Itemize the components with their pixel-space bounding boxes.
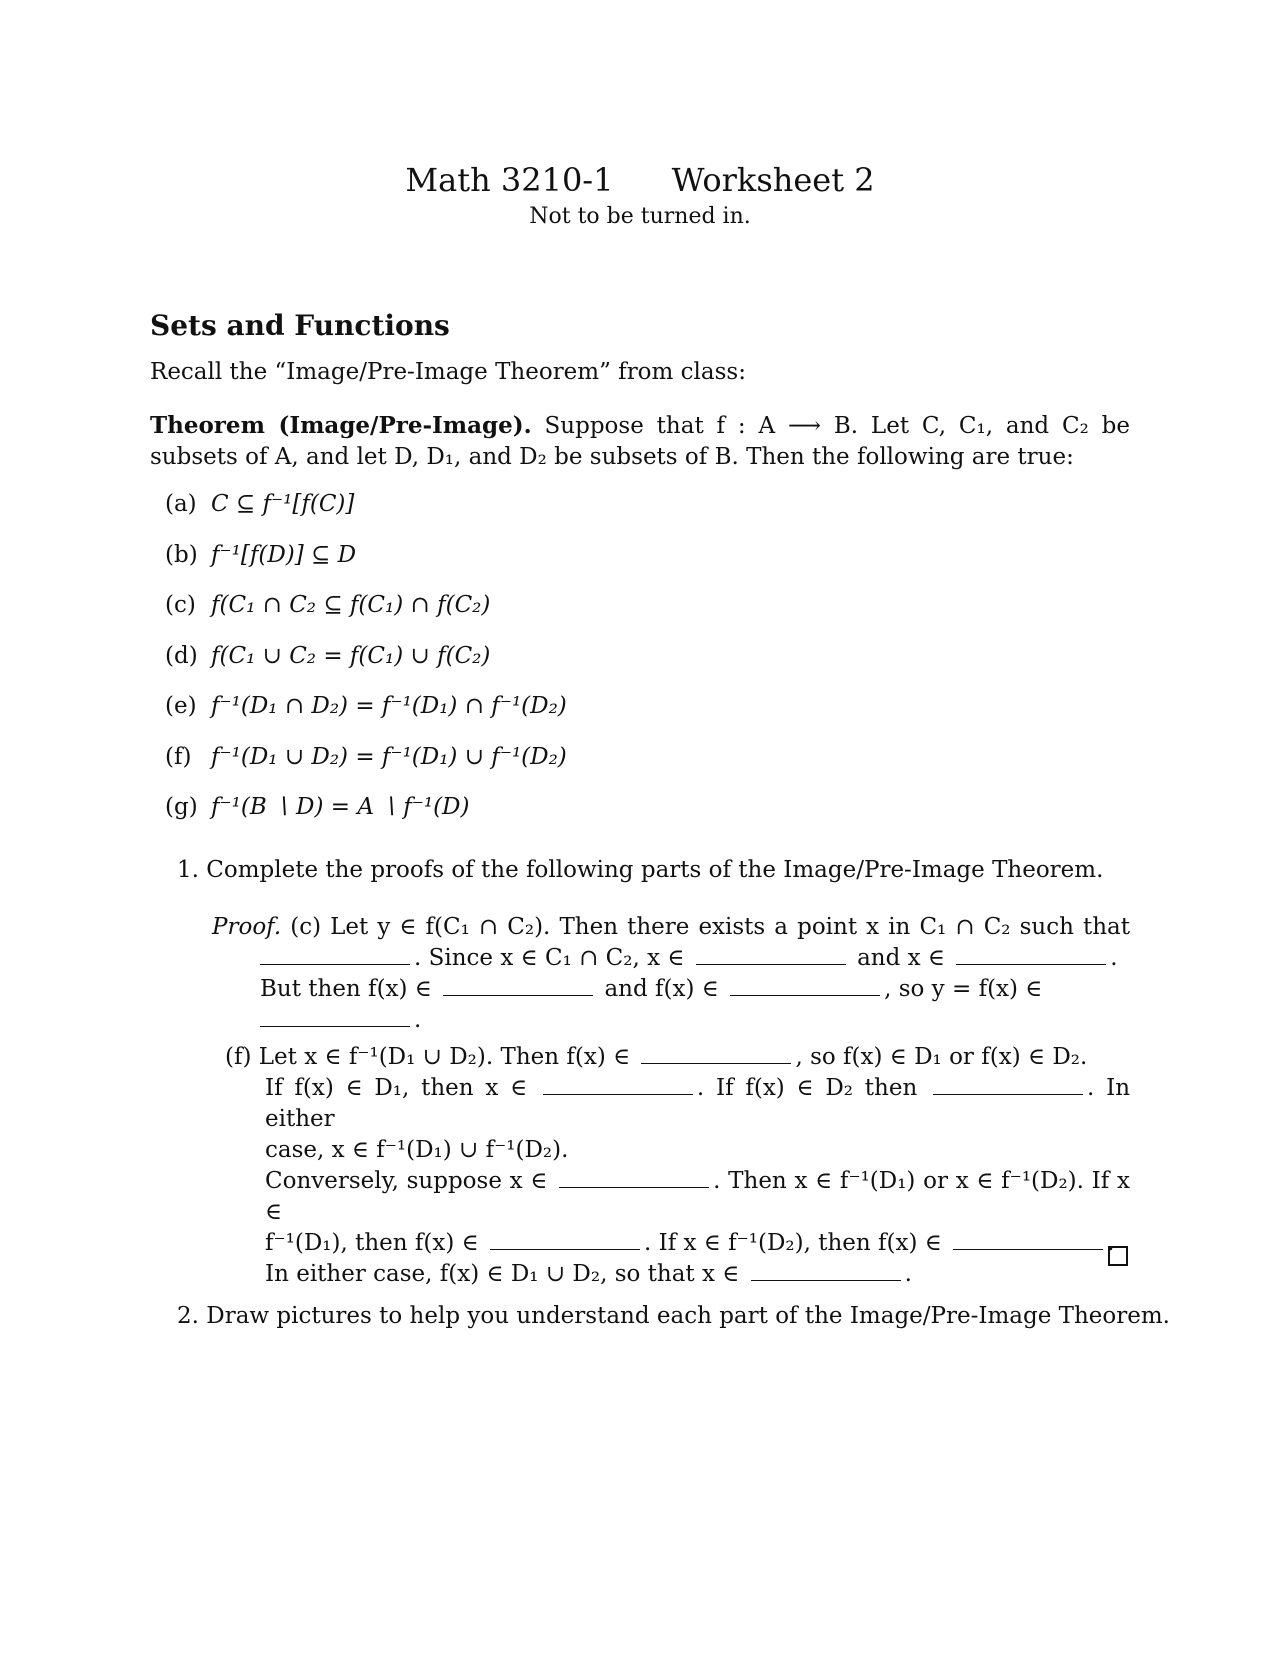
blank-c1[interactable] xyxy=(260,963,410,965)
subtitle: Not to be turned in. xyxy=(529,204,751,229)
theorem-item-b: (b) f⁻¹[f(D)] ⊆ D xyxy=(165,542,357,568)
question-2: 2. Draw pictures to help you understand each part of the Image/Pre-Image Theorem. xyxy=(177,1303,1170,1329)
blank-c3[interactable] xyxy=(956,963,1106,965)
theorem-statement: Suppose that f : A ⟶ B. Let C, C₁, and C₂ be subsets of A, and let D, D₁, and D₂ be subsets of B. Then the following are true: xyxy=(150,413,1130,470)
blank-c2[interactable] xyxy=(696,963,846,965)
blank-f1[interactable] xyxy=(641,1062,791,1064)
blank-f3[interactable] xyxy=(933,1093,1083,1095)
theorem-item-f: (f) f⁻¹(D₁ ∪ D₂) = f⁻¹(D₁) ∪ f⁻¹(D₂) xyxy=(165,744,567,770)
course-name: Math 3210-1 xyxy=(405,161,614,199)
proof-label: Proof. xyxy=(212,914,282,940)
proof-c: Proof. (c) Let y ∈ f(C₁ ∩ C₂). Then there exists a point x in C₁ ∩ C₂ such that . Since x ∈ C₁ ∩ C₂, x ∈ and x ∈ . But then f(x) ∈ and f(x) ∈ , so y = f(x) ∈ . xyxy=(212,914,1130,1033)
blank-c6[interactable] xyxy=(260,1025,410,1027)
blank-c5[interactable] xyxy=(730,994,880,996)
question-1: 1. Complete the proofs of the following parts of the Image/Pre-Image Theorem. xyxy=(177,857,1104,883)
blank-f6[interactable] xyxy=(953,1248,1103,1250)
qed-square-icon xyxy=(1108,1246,1128,1266)
theorem-item-e: (e) f⁻¹(D₁ ∩ D₂) = f⁻¹(D₁) ∩ f⁻¹(D₂) xyxy=(165,693,567,719)
theorem-item-d: (d) f(C₁ ∪ C₂ = f(C₁) ∪ f(C₂) xyxy=(165,643,491,669)
theorem-item-c: (c) f(C₁ ∩ C₂ ⊆ f(C₁) ∩ f(C₂) xyxy=(165,592,491,618)
theorem-item-g: (g) f⁻¹(B ∖ D) = A ∖ f⁻¹(D) xyxy=(165,794,470,820)
blank-f2[interactable] xyxy=(543,1093,693,1095)
proof-f: (f) Let x ∈ f⁻¹(D₁ ∪ D₂). Then f(x) ∈ , so f(x) ∈ D₁ or f(x) ∈ D₂. If f(x) ∈ D₁, then x ∈ . If f(x) ∈ D₂ then . In either case, x ∈ f⁻¹(D₁) ∪ f⁻¹(D₂). Conversely, suppose x ∈ . Then x ∈ f⁻¹(D₁) or x ∈ f⁻¹(D₂). If x ∈ f⁻¹(D₁), then f(x) ∈ . If x ∈ f⁻¹(D₂), then f(x) ∈ . In either case, f(x) ∈ D₁ ∪ D₂, so that x ∈ . xyxy=(225,1044,1131,1287)
blank-f7[interactable] xyxy=(751,1279,901,1281)
blank-f4[interactable] xyxy=(559,1186,709,1188)
section-title: Sets and Functions xyxy=(150,309,450,342)
theorem-label: Theorem (Image/Pre-Image). xyxy=(150,412,532,439)
recall-text: Recall the “Image/Pre-Image Theorem” from class: xyxy=(150,359,746,385)
blank-c4[interactable] xyxy=(443,994,593,996)
theorem-item-a: (a) C ⊆ f⁻¹[f(C)] xyxy=(165,491,355,517)
theorem xyxy=(150,410,1130,473)
blank-f5[interactable] xyxy=(490,1248,640,1250)
worksheet-title xyxy=(0,160,1280,202)
worksheet-name: Worksheet 2 xyxy=(671,161,875,199)
